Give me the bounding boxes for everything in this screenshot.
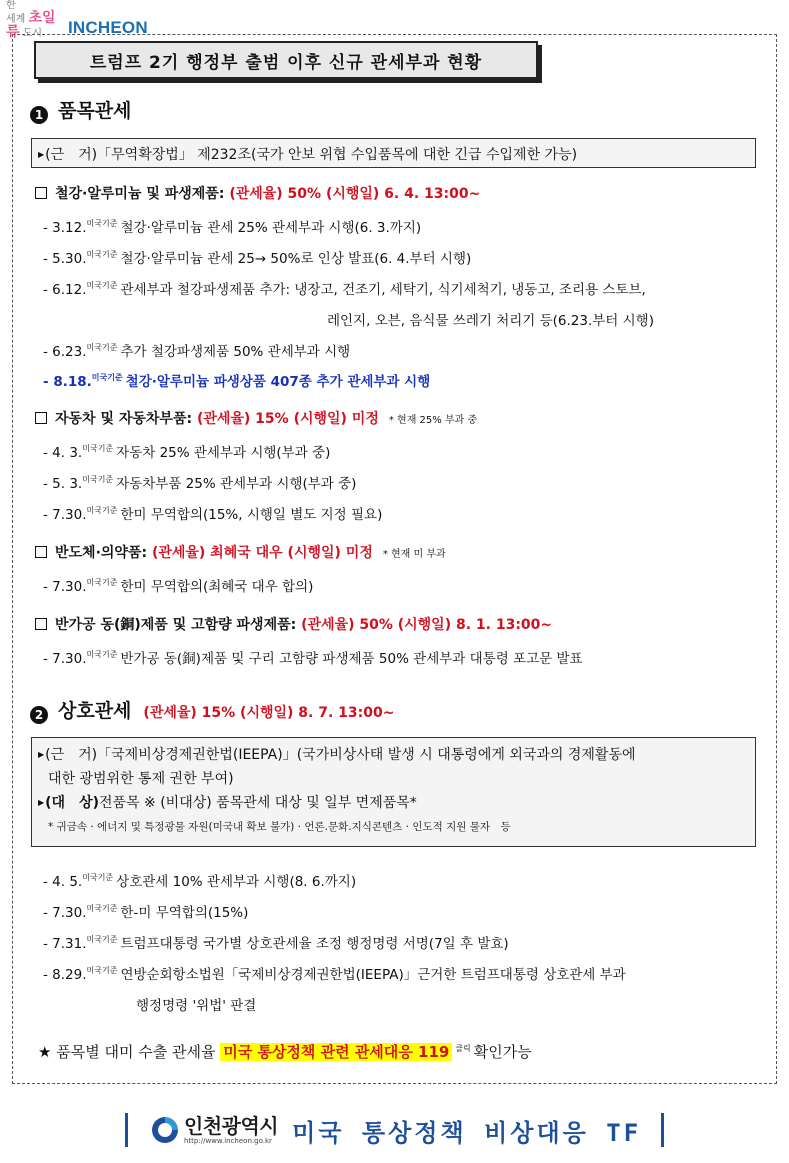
list-item: - 7.30.$^{미국기준}$ 한미 무역합의(최혜국 대우 합의) [43, 578, 314, 595]
item-date: 7.30. [52, 905, 87, 921]
item-tag: 미국기준 [86, 578, 118, 587]
basis-text: 「국제비상경제권한법(IEEPA)」(국가비상사태 발생 시 대통령에게 외국과의 경제활동에 [97, 747, 636, 763]
item-text: 철강·알루미늄 파생상품 407종 추가 관세부과 시행 [125, 374, 431, 390]
item-tag: 미국기준 [86, 343, 118, 352]
footer-banner [125, 1110, 665, 1150]
item-text: 철강·알루미늄 관세 25% 관세부과 시행(6. 3.까지) [120, 220, 422, 236]
item-text: 한미 무역합의(최혜국 대우 합의) [120, 579, 314, 595]
tf-name: 미국 통상정책 비상대응 TF [292, 1118, 642, 1147]
triangle-bullet-icon: ▶ [38, 750, 45, 759]
footer-divider [661, 1113, 664, 1147]
section-rate: (관세율) 15% (시행일) 8. 7. 13:00~ [143, 705, 395, 721]
item-text: 연방순회항소법원「국제비상경제권한법(IEEPA)」근거한 트럼프대통령 상호관세 부과 [120, 967, 626, 983]
item-date: 3.12. [52, 220, 87, 236]
basis-text: 「무역확장법」 제232조(국가 안보 위협 수입품목에 대한 긴급 수입제한 가능) [97, 147, 578, 163]
category-rate: (관세율) 15% (시행일) 미정 [196, 411, 379, 427]
note-text: 확인가능 [473, 1043, 532, 1061]
list-item: - 5. 3.$^{미국기준}$ 자동차부품 25% 관세부과 시행(부과 중) [43, 475, 357, 492]
list-item: - 7.31.$^{미국기준}$ 트럼프대통령 국가별 상호관세율 조정 행정명령 서명(7일 후 발효) [43, 935, 509, 952]
section-1-heading [30, 96, 131, 123]
category-title: 철강·알루미늄 및 파생제품: [55, 186, 225, 202]
triangle-bullet-icon: ▶ [38, 150, 45, 159]
org-name: 인천광역시 [184, 1113, 279, 1138]
basis-label: (근 거) [45, 147, 98, 163]
checkbox-square-icon [35, 412, 47, 424]
list-item: - 5.30.$^{미국기준}$ 철강·알루미늄 관세 25→ 50%로 인상 발표(6. 4.부터 시행) [43, 250, 472, 267]
slogan-accent: 초일류 [6, 10, 56, 40]
item-date: 5. 3. [52, 476, 83, 492]
target-text: 전품목 ※ (비대상) 품목관세 대상 및 일부 면제품목* [99, 795, 417, 811]
page-title: 트럼프 2기 행정부 출범 이후 신규 관세부과 현황 [89, 52, 483, 73]
list-item-continuation: 레인지, 오븐, 음식물 쓰레기 처리기 등(6.23.부터 시행) [327, 313, 654, 329]
item-text: 한-미 무역합의(15%) [120, 905, 249, 921]
org-url: http://www.incheon.go.kr [184, 1136, 272, 1145]
item-date: 7.30. [52, 651, 87, 667]
item-date: 6.23. [52, 344, 87, 360]
category-title: 반도체·의약품: [55, 545, 148, 561]
basis-label: (근 거) [45, 747, 98, 763]
item-tag: 미국기준 [86, 650, 118, 659]
list-item: - 7.30.$^{미국기준}$ 반가공 동(銅)제품 및 구리 고함량 파생제품 50% 관세부과 대통령 포고문 발표 [43, 650, 583, 667]
section-title: 상호관세 [58, 700, 132, 722]
checkbox-square-icon [35, 187, 47, 199]
item-text: 한미 무역합의(15%, 시행일 별도 지정 필요) [120, 507, 383, 523]
item-date: 8.29. [52, 967, 87, 983]
footer-divider [125, 1113, 128, 1147]
item-tag: 미국기준 [86, 935, 118, 944]
note-text: 품목별 대미 수출 관세율 [56, 1043, 216, 1061]
category-title: 자동차 및 자동차부품: [55, 411, 193, 427]
section-2-basis-box [31, 737, 756, 847]
item-tag: 미국기준 [86, 281, 118, 290]
item-date: 6.12. [52, 282, 87, 298]
section-number: 2 [30, 706, 48, 724]
basis-text-cont: 대한 광범위한 통제 권한 부여) [48, 771, 234, 787]
slogan-text: 한 [6, 0, 16, 11]
item-tag: 미국기준 [82, 475, 114, 484]
item-text: 반가공 동(銅)제품 및 구리 고함량 파생제품 50% 관세부과 대통령 포고문 발표 [120, 651, 583, 667]
target-note: * 귀금속 · 에너지 및 특정광물 자원(미국내 확보 불가) · 언론.문화.지식콘텐츠 · 인도적 지원 물자 등 [48, 821, 511, 833]
item-tag: 미국기준 [82, 444, 114, 453]
incheon-city-logo [150, 1115, 278, 1145]
brand-name: INCHEON [68, 18, 148, 37]
item-tag: 미국기준 [86, 966, 118, 975]
incheon-emblem-icon [150, 1115, 180, 1145]
item-date: 4. 5. [52, 874, 83, 890]
section-2-heading [30, 696, 394, 723]
page-title-box [34, 41, 538, 79]
checkbox-square-icon [35, 618, 47, 630]
slogan-text: 도시 [22, 28, 43, 39]
star-icon: ★ [38, 1043, 52, 1061]
list-item: - 4. 3.$^{미국기준}$ 자동차 25% 관세부과 시행(부과 중) [43, 444, 331, 461]
slogan-text: 세계 [6, 14, 26, 25]
item-date: 7.30. [52, 507, 87, 523]
item-text: 자동차부품 25% 관세부과 시행(부과 중) [116, 476, 357, 492]
category-rate: (관세율) 50% (시행일) 8. 1. 13:00~ [301, 617, 553, 633]
category-rate: (관세율) 최혜국 대우 (시행일) 미정 [151, 545, 373, 561]
checkbox-square-icon [35, 546, 47, 558]
item-text: 상호관세 10% 관세부과 시행(8. 6.까지) [116, 874, 357, 890]
item-date: 7.30. [52, 579, 87, 595]
category-rate: (관세율) 50% (시행일) 6. 4. 13:00~ [229, 186, 481, 202]
item-tag: 미국기준 [82, 873, 114, 882]
list-item: - 6.23.$^{미국기준}$ 추가 철강파생제품 50% 관세부과 시행 [43, 343, 351, 360]
triangle-bullet-icon: ▶ [38, 798, 45, 807]
item-text: 트럼프대통령 국가별 상호관세율 조정 행정명령 서명(7일 후 발효) [120, 936, 509, 952]
item-text: 자동차 25% 관세부과 시행(부과 중) [116, 445, 331, 461]
list-item: - 8.29.$^{미국기준}$ 연방순회항소법원「국제비상경제권한법(IEEPA)」근거한 트럼프대통령 상호관세 부과 [43, 966, 626, 983]
list-item: - 6.12.$^{미국기준}$ 관세부과 철강파생제품 추가: 냉장고, 건조기, 세탁기, 식기세척기, 냉동고, 조리용 스토브, [43, 281, 646, 298]
list-item: - 7.30.$^{미국기준}$ 한미 무역합의(15%, 시행일 별도 지정 필요) [43, 506, 383, 523]
category-semiconductor [35, 542, 446, 562]
list-item: - 4. 5.$^{미국기준}$ 상호관세 10% 관세부과 시행(8. 6.까지) [43, 873, 357, 890]
section-1-basis-box [31, 138, 756, 168]
item-tag: 미국기준 [86, 904, 118, 913]
list-item-highlight: - 8.18.$^{미국기준}$ 철강·알루미늄 파생상품 407종 추가 관세부과 시행 [43, 373, 431, 390]
item-text: 철강·알루미늄 관세 25→ 50%로 인상 발표(6. 4.부터 시행) [120, 251, 472, 267]
category-title: 반가공 동(銅)제품 및 고함량 파생제품: [55, 617, 297, 633]
category-note: * 현재 25% 부과 중 [388, 415, 478, 426]
item-tag: 미국기준 [86, 219, 118, 228]
category-copper [35, 614, 552, 634]
section-title: 품목관세 [58, 100, 132, 122]
click-label[interactable]: 클릭 [455, 1044, 471, 1053]
item-date: 4. 3. [52, 445, 83, 461]
item-text: 추가 철강파생제품 50% 관세부과 시행 [120, 344, 351, 360]
item-date: 8.18. [53, 374, 92, 390]
category-note: * 현재 미 부과 [382, 549, 446, 560]
item-date: 5.30. [52, 251, 87, 267]
list-item: - 3.12.$^{미국기준}$ 철강·알루미늄 관세 25% 관세부과 시행(6. 3.까지) [43, 219, 422, 236]
tariff-lookup-note [38, 1041, 532, 1062]
category-steel [35, 183, 480, 203]
tariff-119-link[interactable]: 미국 통상정책 관련 관세대응 119 [220, 1043, 452, 1061]
list-item: - 7.30.$^{미국기준}$ 한-미 무역합의(15%) [43, 904, 249, 921]
category-automobile [35, 408, 477, 428]
list-item-continuation: 행정명령 '위법' 판결 [136, 998, 257, 1014]
item-text: 관세부과 철강파생제품 추가: 냉장고, 건조기, 세탁기, 식기세척기, 냉동고, 조리용 스토브, [120, 282, 646, 298]
item-tag: 미국기준 [86, 506, 118, 515]
section-number: 1 [30, 106, 48, 124]
item-tag: 미국기준 [86, 250, 118, 259]
target-label: (대 상) [45, 795, 100, 811]
item-date: 7.31. [52, 936, 87, 952]
item-tag: 미국기준 [91, 373, 123, 382]
